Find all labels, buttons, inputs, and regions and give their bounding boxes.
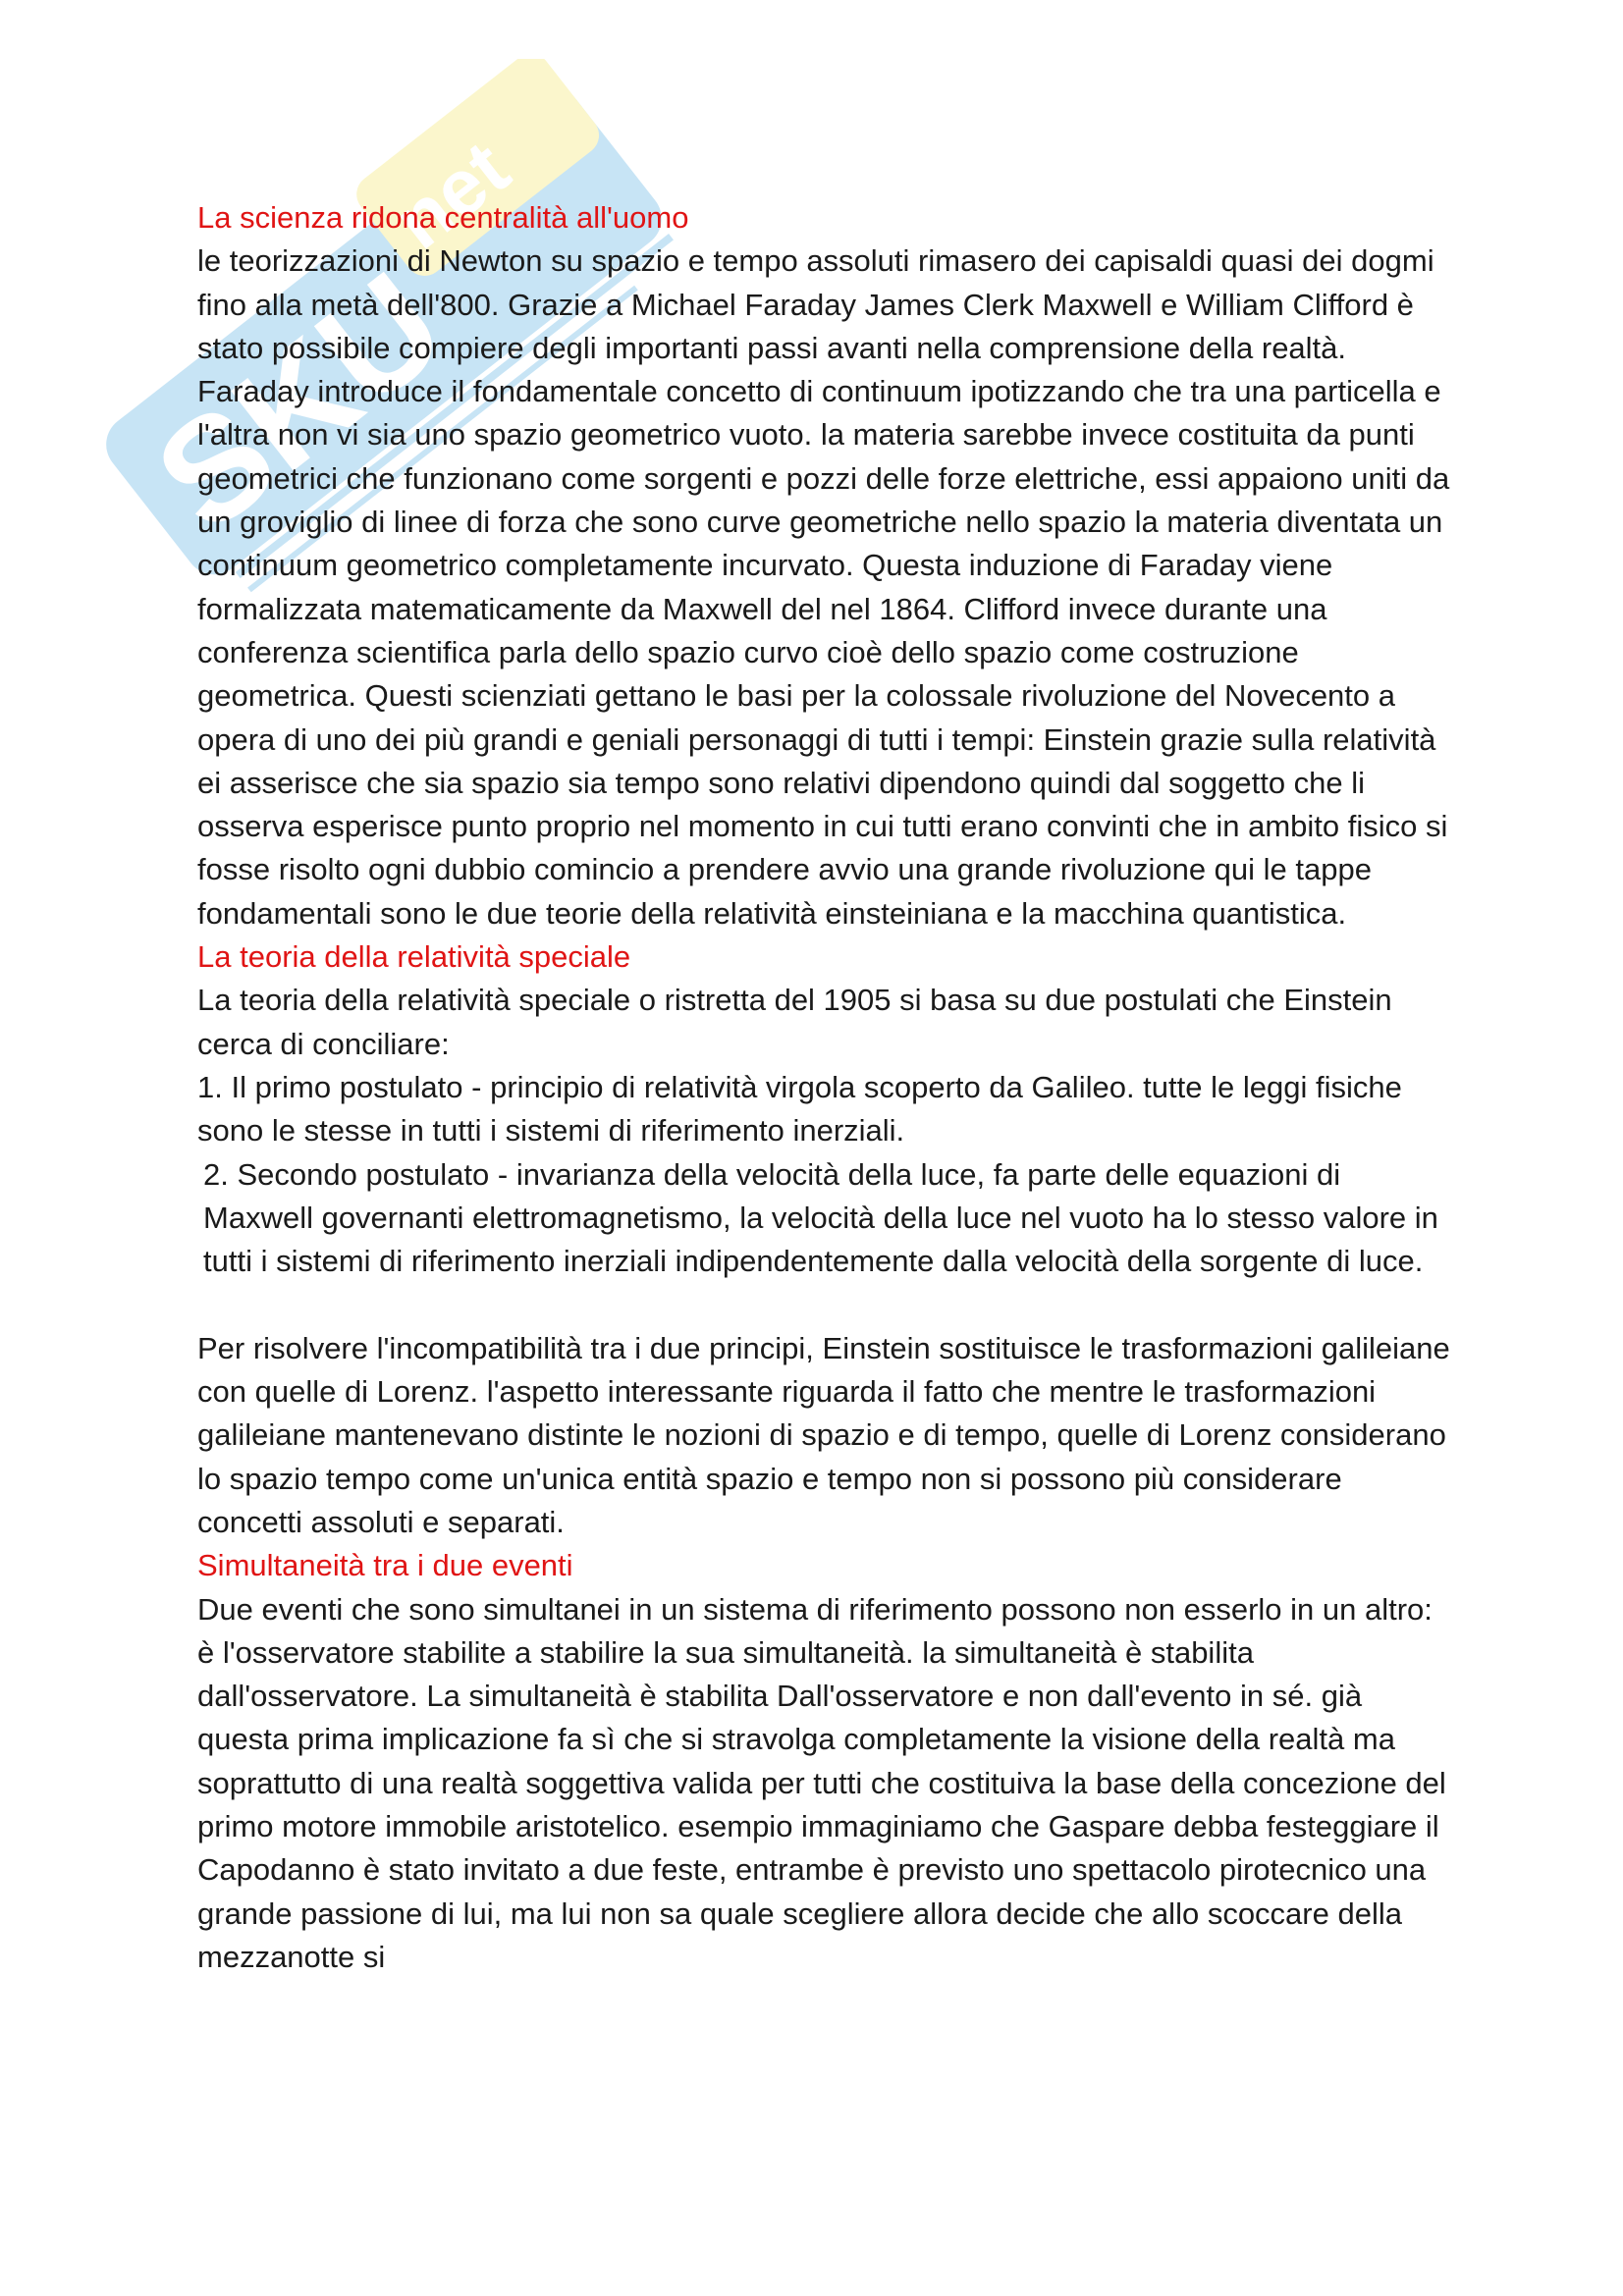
- section-heading: La scienza ridona centralità all'uomo: [197, 200, 689, 235]
- paragraph: Per risolvere l'incompatibilità tra i due principi, Einstein sostituisce le trasformazioni galileiane con quelle di Lorenz. l'aspetto interessante riguarda il fatto che mentre le trasformazioni galileiane mantenevano distinte le nozioni di spazio e di tempo, quelle di Lorenz considerano lo spazio tempo come un'unica entità spazio e tempo non si possono più considerare concetti assoluti e separati.: [197, 1330, 1450, 1539]
- paragraph: Due eventi che sono simultanei in un sistema di riferimento possono non esserlo in un altro: è l'osservatore stabilite a stabilire la sua simultaneità. la simultaneità è stabilita dall'osservatore. La simultaneità è stabilita Dall'osservatore e non dall'evento in sé. già questa prima implicazione fa sì che si stravolga completamente la visione della realtà ma soprattutto di una realtà soggettiva valida per tutti che costituiva la base della concezione del primo motore immobile aristotelico. esempio immaginiamo che Gaspare debba festeggiare il Capodanno è stato invitato a due feste, entrambe è previsto uno spettacolo pirotecnico una grande passione di lui, ma lui non sa quale scegliere allora decide che allo scoccare della mezzanotte si: [197, 1591, 1446, 1974]
- list-item: 1. Il primo postulato - principio di relatività virgola scoperto da Galileo. tutte le leggi fisiche sono le stesse in tutti i sistemi di riferimento inerziali.: [197, 1069, 1402, 1148]
- section-heading: Simultaneità tra i due eventi: [197, 1548, 573, 1583]
- paragraph: le teorizzazioni di Newton su spazio e tempo assoluti rimasero dei capisaldi quasi dei dogmi fino alla metà dell'800. Grazie a Michael Faraday James Clerk Maxwell e William Clifford è stato possibile compiere degli importanti passi avanti nella comprensione della realtà. Faraday introduce il fondamentale concetto di continuum ipotizzando che tra una particella e l'altra non vi sia uno spazio geometrico vuoto. la materia sarebbe invece costituita da punti geometrici che funzionano come sorgenti e pozzi delle forze elettriche, essi appaiono uniti da un groviglio di linee di forza che sono curve geometriche nello spazio la materia diventata un continuum geometrico completamente incurvato. Questa induzione di Faraday viene formalizzata matematicamente da Maxwell del nel 1864. Clifford invece durante una conferenza scientifica parla dello spazio curvo cioè dello spazio come costruzione geometrica. Questi scienziati gettano le basi per la colossale rivoluzione del Novecento a opera di uno dei più grandi e geniali personaggi di tutti i tempi: Einstein grazie sulla relatività ei asserisce che sia spazio sia tempo sono relativi dipendono quindi dal soggetto che li osserva esperisce punto proprio nel momento in cui tutti erano convinti che in ambito fisico si fosse risolto ogni dubbio comincio a prendere avvio una grande rivoluzione qui le tappe fondamentali sono le due teorie della relatività einsteiniana e la macchina quantistica.: [197, 243, 1450, 931]
- svg-text:net: net: [378, 124, 525, 266]
- blank-line: [197, 1283, 1454, 1326]
- svg-text:SKU: SKU: [126, 240, 473, 562]
- paragraph: La teoria della relatività speciale o ristretta del 1905 si basa su due postulati che Einstein cerca di conciliare:: [197, 983, 1392, 1061]
- list-item: 2. Secondo postulato - invarianza della velocità della luce, fa parte delle equazioni di Maxwell governanti elettromagnetismo, la velocità della luce nel vuoto ha lo stesso valore in tutti i sistemi di riferimento inerziali indipendentemente dalla velocità della sorgente di luce.: [203, 1156, 1438, 1279]
- document-body: [197, 196, 1454, 1979]
- section-heading: La teoria della relatività speciale: [197, 939, 631, 975]
